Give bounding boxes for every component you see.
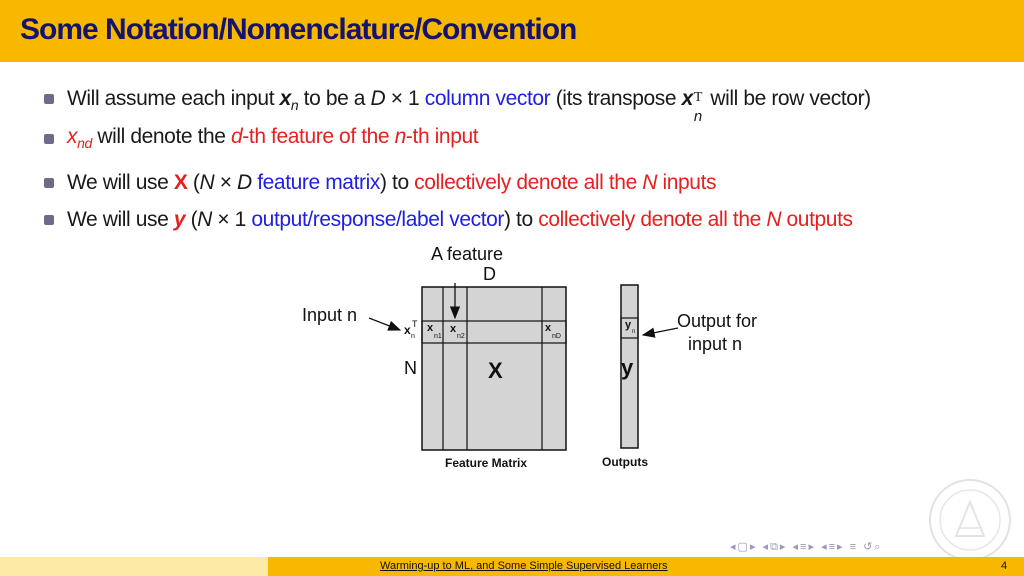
nav-section-icon[interactable]: ⧉ [770,541,780,553]
X-label: X [488,358,503,383]
nav-subsection-icon[interactable]: ≡ [800,541,809,553]
text-segment: ( [185,208,198,231]
math-N: N [199,171,215,194]
xnD-sub: nD [552,333,561,340]
math-sub-nd: nd [77,135,92,152]
nav-outline-icon[interactable]: ≡ [849,541,859,553]
institute-seal-icon [928,478,1012,562]
text-segment: collectively denote all the [414,171,643,194]
text-segment: × [214,171,237,194]
math-x: x [279,87,291,110]
text-segment: will denote the [91,125,232,148]
text-segment: (its transpose [550,87,682,110]
nav-prev-icon[interactable]: ◂ [730,541,738,553]
text-segment: We will use [67,208,174,231]
nav-next-icon[interactable]: ▸ [837,541,845,553]
text-segment: collectively denote all the [538,208,767,231]
yn-sub: n [632,329,636,335]
beamer-nav-controls[interactable] [730,540,882,554]
input-n-label: Input n [302,305,358,325]
math-N: N [642,171,658,194]
math-x-transpose: x [681,87,693,110]
footer-bar [0,557,1024,576]
math-sub-n: n [693,108,702,125]
nav-search-icon[interactable]: ↺⌕ [863,541,883,553]
text-segment: × 1 [385,87,425,110]
xnD-x: x [545,322,552,334]
text-segment: to be a [298,87,371,110]
math-d: d [231,125,243,148]
nav-next-icon[interactable]: ▸ [779,541,788,553]
page-number: 4 [1001,560,1008,572]
xn2-x: x [450,323,457,335]
feature-matrix-caption: Feature Matrix [445,456,528,470]
nav-list-icon[interactable]: ≡ [828,541,838,553]
text-segment: × 1 [211,208,252,231]
output-arrow [643,328,678,335]
text-segment: We will use [67,171,174,194]
xT-x: x [404,323,411,337]
text-segment: ( [187,171,200,194]
xT-sup: T [412,319,418,329]
math-sub-n: n [290,97,299,114]
footer-left-section [0,557,268,576]
xT-sub: n [411,333,415,340]
N-label: N [404,358,417,378]
y-label: y [621,355,634,380]
yn-y: y [625,319,632,331]
math-y: y [173,208,186,231]
column-vector-term: column vector [424,87,551,110]
math-D: D [237,171,252,194]
nav-next-icon[interactable]: ▸ [808,541,816,553]
text-segment: -th feature of the [242,125,395,148]
xn1-x: x [427,322,434,334]
output-for-label: Output for [677,311,758,331]
text-segment: Will assume each input [67,87,280,110]
feature-matrix-term: feature matrix [257,171,380,194]
math-D: D [370,87,386,110]
math-sup-T: T [693,90,703,105]
footer-title[interactable]: Warming-up to ML, and Some Simple Supervised Learners [380,560,668,572]
nav-prev-icon[interactable]: ◂ [821,541,829,553]
input-n-output-label: input n [688,334,743,354]
text-segment: ) to [504,208,539,231]
nav-frame-icon[interactable]: ▢ [737,541,750,553]
nav-prev-icon[interactable]: ◂ [792,541,801,553]
text-segment: ) to [379,171,415,194]
text-segment: inputs [657,171,717,194]
input-arrow [369,318,400,330]
output-vector-term: output/response/label vector [251,208,505,231]
text-segment: outputs [781,208,853,231]
math-X: X [173,171,188,194]
text-segment: -th input [405,125,479,148]
math-x: x [67,125,78,148]
nav-prev-icon[interactable]: ◂ [762,541,771,553]
math-n: n [394,125,406,148]
D-label: D [483,264,496,284]
outputs-caption: Outputs [602,455,648,469]
math-N: N [766,208,782,231]
xn2-sub: n2 [457,333,465,340]
a-feature-label: A feature [431,244,504,264]
xn1-sub: n1 [434,333,442,340]
math-N: N [197,208,212,231]
slide-title: Some Notation/Nomenclature/Convention [20,13,577,46]
text-segment: will be row vector) [704,87,871,110]
nav-next-icon[interactable]: ▸ [749,541,758,553]
